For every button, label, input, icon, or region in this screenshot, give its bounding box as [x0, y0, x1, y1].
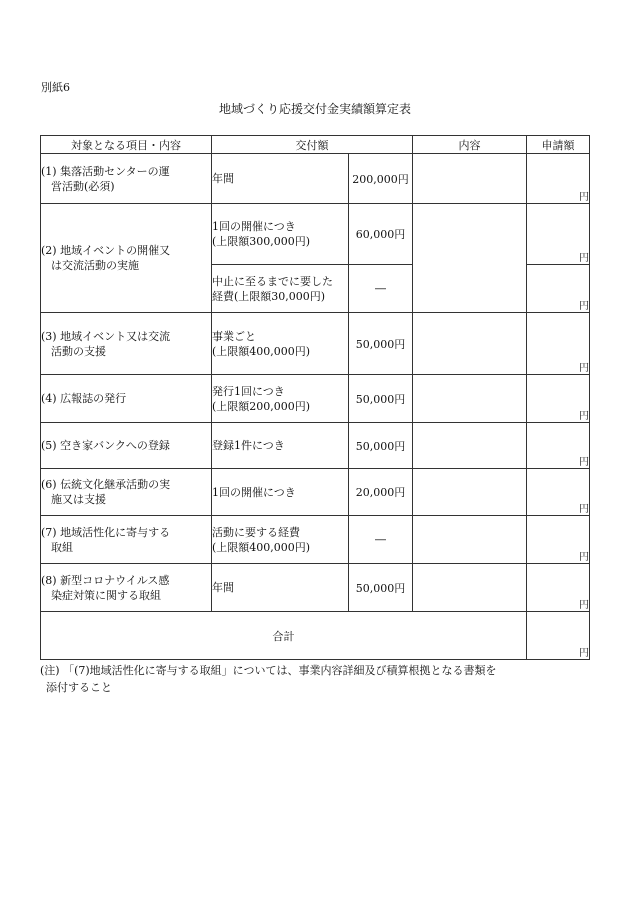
table-row — [41, 564, 590, 612]
item-cell: (7) 地域活性化に寄与する 取組 — [41, 516, 212, 564]
footnote-line: 添付すること — [46, 681, 112, 694]
table-row — [41, 516, 590, 564]
grant-description: 活動に要する経費 (上限額400,000円) — [212, 516, 349, 564]
request-amount-cell[interactable]: 円 — [527, 469, 590, 516]
item-cell: (3) 地域イベント又は交流 活動の支援 — [41, 313, 212, 375]
grant-amount: 50,000円 — [349, 564, 413, 612]
grant-description: 年間 — [212, 564, 349, 612]
grant-amount: 50,000円 — [349, 423, 413, 469]
total-label: 合計 — [41, 612, 527, 660]
grant-description: 発行1回につき (上限額200,000円) — [212, 375, 349, 423]
calculation-table — [40, 135, 590, 660]
grant-amount: 50,000円 — [349, 375, 413, 423]
content-cell[interactable] — [413, 516, 527, 564]
header-item: 対象となる項目・内容 — [41, 136, 212, 154]
header-request: 申請額 — [527, 136, 590, 154]
grant-description: 登録1件につき — [212, 423, 349, 469]
total-amount-cell[interactable]: 円 — [527, 612, 590, 660]
footnote-line: (注) 「(7)地域活性化に寄与する取組」については、事業内容詳細及び積算根拠となる書類を — [40, 664, 497, 677]
table-row — [41, 154, 590, 204]
item-cell: (6) 伝統文化継承活動の実 施又は支援 — [41, 469, 212, 516]
table-row — [41, 469, 590, 516]
table-row — [41, 423, 590, 469]
grant-description: 1回の開催につき (上限額300,000円) — [212, 204, 349, 265]
table-row — [41, 313, 590, 375]
header-grant: 交付額 — [212, 136, 413, 154]
item-cell: (8) 新型コロナウイルス感 染症対策に関する取組 — [41, 564, 212, 612]
table-header-row — [41, 136, 590, 154]
item-cell: (5) 空き家バンクへの登録 — [41, 423, 212, 469]
grant-description: 年間 — [212, 154, 349, 204]
table-row — [41, 375, 590, 423]
content-cell[interactable] — [413, 375, 527, 423]
grant-description: 中止に至るまでに要した 経費(上限額30,000円) — [212, 265, 349, 313]
footnote — [40, 662, 496, 696]
request-amount-cell[interactable]: 円 — [527, 265, 590, 313]
grant-amount: ― — [349, 516, 413, 564]
content-cell[interactable] — [413, 469, 527, 516]
item-cell: (2) 地域イベントの開催又 は交流活動の実施 — [41, 204, 212, 313]
grant-amount: 50,000円 — [349, 313, 413, 375]
request-amount-cell[interactable]: 円 — [527, 313, 590, 375]
content-cell[interactable] — [413, 154, 527, 204]
request-amount-cell[interactable]: 円 — [527, 516, 590, 564]
request-amount-cell[interactable]: 円 — [527, 564, 590, 612]
document-title: 地域づくり応援交付金実績額算定表 — [218, 102, 411, 116]
item-cell: (1) 集落活動センターの運 営活動(必須) — [41, 154, 212, 204]
content-cell[interactable] — [413, 423, 527, 469]
content-cell[interactable] — [413, 313, 527, 375]
content-cell[interactable] — [413, 564, 527, 612]
grant-amount: 20,000円 — [349, 469, 413, 516]
grant-amount: 200,000円 — [349, 154, 413, 204]
request-amount-cell[interactable]: 円 — [527, 154, 590, 204]
total-row — [41, 612, 590, 660]
grant-description: 事業ごと (上限額400,000円) — [212, 313, 349, 375]
header-content: 内容 — [413, 136, 527, 154]
content-cell[interactable] — [413, 204, 527, 313]
table-row — [41, 204, 590, 265]
grant-description: 1回の開催につき — [212, 469, 349, 516]
request-amount-cell[interactable]: 円 — [527, 204, 590, 265]
request-amount-cell[interactable]: 円 — [527, 423, 590, 469]
request-amount-cell[interactable]: 円 — [527, 375, 590, 423]
attachment-label: 別紙6 — [41, 81, 70, 94]
grant-amount: ― — [349, 265, 413, 313]
grant-amount: 60,000円 — [349, 204, 413, 265]
item-cell: (4) 広報誌の発行 — [41, 375, 212, 423]
